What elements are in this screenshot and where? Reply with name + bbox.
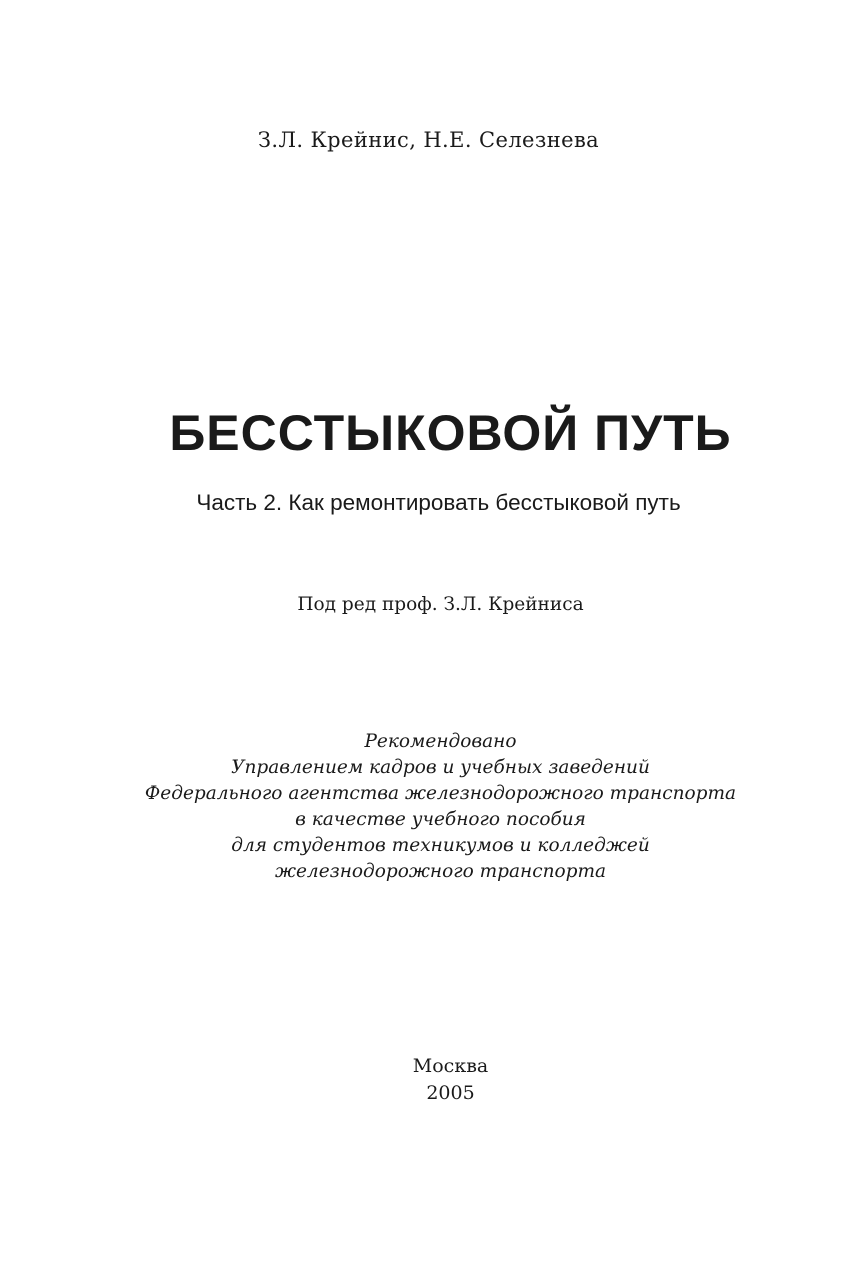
recommendation-line: Рекомендовано	[364, 731, 517, 752]
authors: З.Л. Крейнис, Н.Е. Селезнева	[257, 128, 600, 152]
publication-year: 2005	[426, 1082, 475, 1104]
publication-city: Москва	[412, 1055, 489, 1077]
recommendation-line: для студентов техникумов и колледжей	[231, 835, 650, 856]
book-subtitle: Часть 2. Как ремонтировать бесстыковой путь	[196, 490, 681, 515]
editor-line: Под ред проф. З.Л. Крейниса	[297, 594, 584, 615]
recommendation-line: в качестве учебного пособия	[295, 809, 586, 830]
recommendation-line: железнодорожного транспорта	[274, 861, 607, 882]
book-title: БЕССТЫКОВОЙ ПУТЬ	[169, 405, 732, 461]
recommendation-block	[12, 729, 857, 885]
recommendation-line: Управлением кадров и учебных заведений	[231, 757, 650, 778]
recommendation-line: Федерального агентства железнодорожного транспорта	[144, 783, 737, 804]
